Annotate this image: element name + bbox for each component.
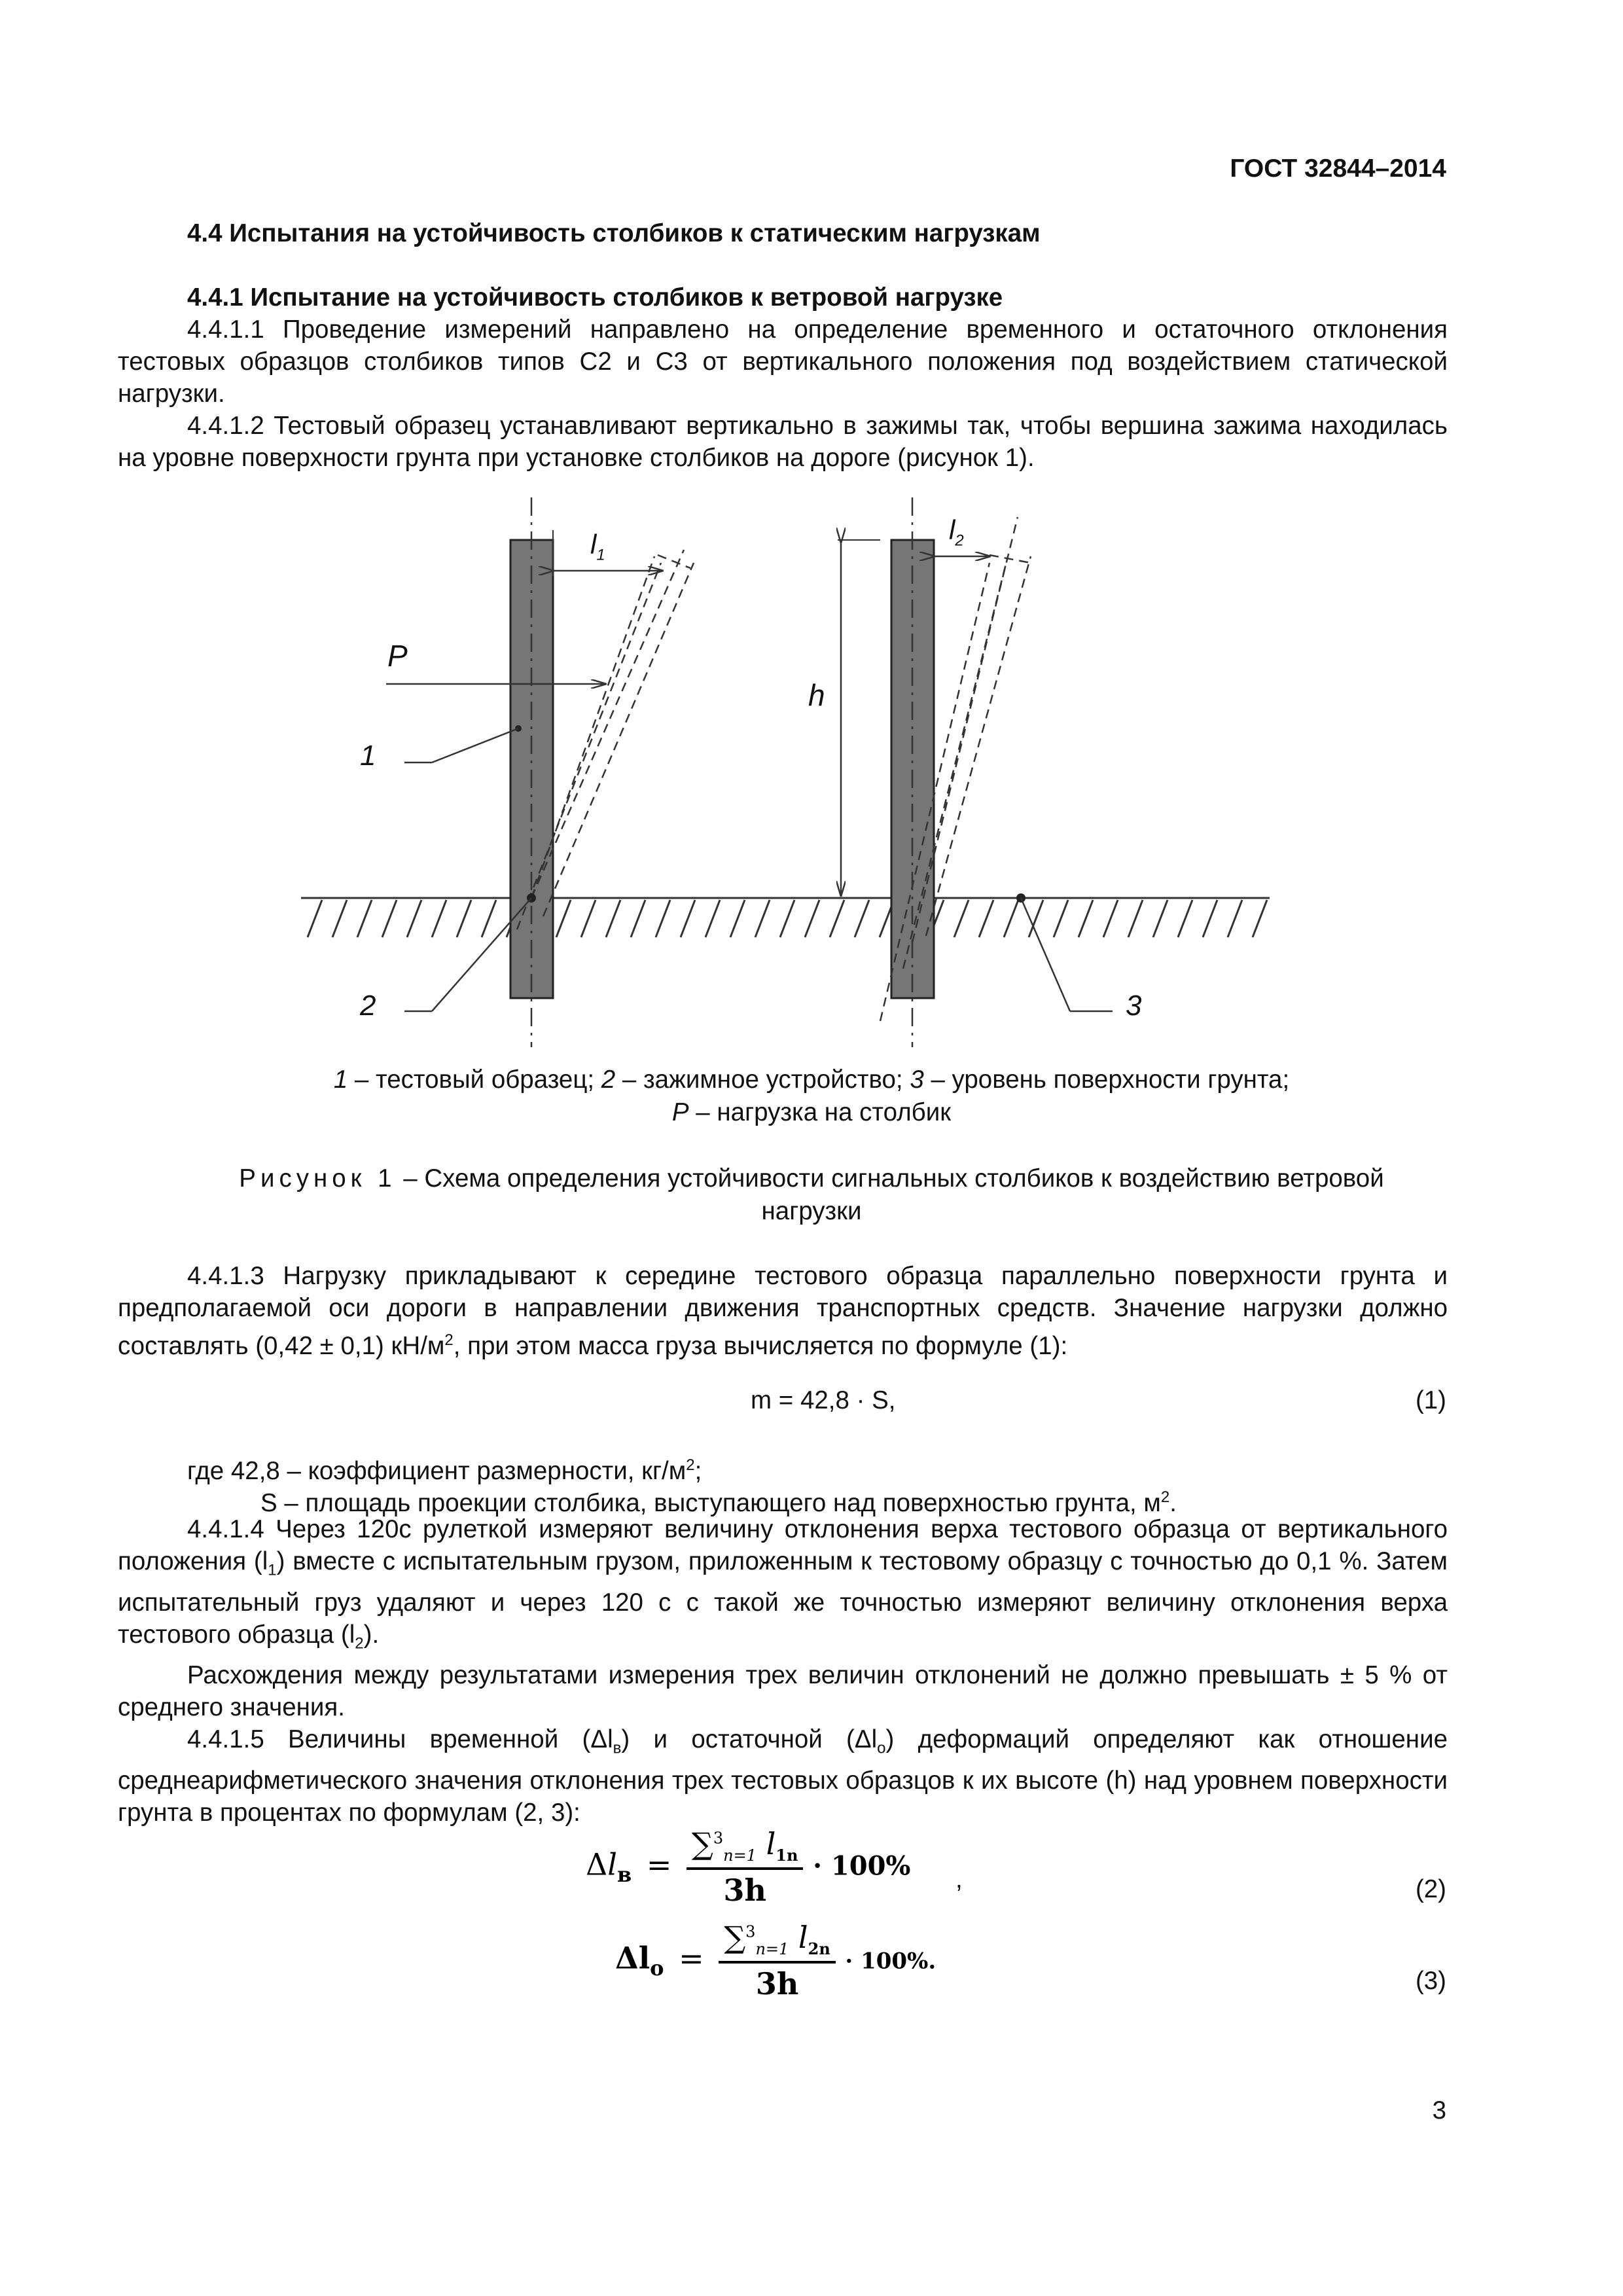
paragraph-4-4-1-4: 4.4.1.4 Через 120с рулеткой измеряют величину отклонения верха тестового образца от вертикального положения $(l_1)$ вместе с испытательным грузом, приложенным к тестовому образцу с точностью до 0,1 %. Затем испытательный груз удаляют и через 120 с с такой же точностью измеряют величину отклонения верха тестового образца $(l_2)$. [118,1515,1448,1653]
hatch-stroke [855,900,869,937]
where-line: где 42,8 – коэффициент размерности, $кг/м^2$; [187,1456,702,1485]
hatch-stroke [606,900,620,937]
figure-caption: Рисунок 1 – Схема определения устойчивости сигнальных столбиков к воздействию ветровой нагрузки [239,1164,1384,1225]
hatch-stroke [1004,900,1018,937]
figure-legend [118,1064,1505,1129]
formula-1-number: (1) [1415,1386,1446,1414]
hatch-stroke [1203,900,1217,937]
hatch-stroke [1128,900,1143,937]
page-number: 3 [1432,2096,1446,2125]
legend-line-2: P – нагрузка на столбик [671,1098,952,1126]
hatch-stroke [457,900,471,937]
formula-2-number: (2) [1415,1875,1446,1903]
hatch-stroke [308,900,322,937]
hatch-stroke [979,900,993,937]
label-l1: $l_1$ [590,529,605,564]
hatch-stroke [407,900,421,937]
hatch-stroke [705,900,720,937]
legend-line-1: 1 – тестовый образец; 2 – зажимное устройство; 3 – уровень поверхности грунта; [333,1066,1290,1094]
hatch-stroke [780,900,794,937]
hatch-stroke [382,900,397,937]
paragraph-4-4-1-5: 4.4.1.5 Величины временной $(\Delta l_в)$ и остаточной $(\Delta l_о)$ деформаций определяют как отношение среднеарифметического значения отклонения трех тестовых образцов к их высоте (h) над уровнем поверхности грунта в процентах по формулам (2, 3): [118,1725,1448,1827]
paragraph-discrepancy: Расхождения между результатами измерения трех величин отклонений не должно превышать ± 5 % от среднего значения. [118,1661,1448,1722]
label-h: h [808,678,825,712]
label-l2: $l_2$ [949,514,964,550]
hatch-stroke [357,900,372,937]
formula-1: m = 42,8 · S, [751,1386,896,1414]
hatch-stroke [1103,900,1118,937]
where-s-line: S – площадь проекции столбика, выступающего над поверхностью грунта, $м^2$. [260,1488,1177,1517]
formula-2-comma: , [955,1865,963,1893]
hatch-stroke [581,900,596,937]
hatch-stroke [556,900,571,937]
hatch-stroke [805,900,819,937]
formula-2: $\Delta l_в$ = $\frac{\sum^3_{n=1} l_{1n}}{3h}$ · 100% [586,1826,911,1909]
caption-label: Рисунок 1 [239,1164,397,1193]
hatch-stroke [1153,900,1168,937]
paragraph-4-4-1-3: 4.4.1.3 Нагрузку прикладывают к середине тестового образца параллельно поверхности грунта и предполагаемой оси дороги в направлении движения транспортных средств. Значение нагрузки должно составлять (0,42 ± 0,1) $кН/м^2$, при этом масса груза вычисляется по формуле (1): [118,1262,1448,1360]
paragraph-4-4-1-1: 4.4.1.1 Проведение измерений направлено на определение временного и остаточного отклонения тестовых образцов столбиков типов С2 и С3 от вертикального положения под воздействием статической нагрузки. [118,315,1448,408]
section-title: 4.4 Испытания на устойчивость столбиков к статическим нагрузкам [187,219,1041,247]
hatch-stroke [830,900,844,937]
callout-3: 3 [1126,990,1142,1022]
callout-1: 1 [360,740,376,772]
hatch-stroke [755,900,770,937]
hatch-stroke [656,900,670,937]
hatch-stroke [1054,900,1068,937]
hatch-stroke [332,900,347,937]
ground-hatching [301,898,1270,937]
hatch-stroke [1253,900,1267,937]
callout-2: 2 [360,990,376,1022]
hatch-stroke [730,900,745,937]
document-header: ГОСТ 32844–2014 [1230,154,1446,183]
figure-diagram [0,0,1623,1073]
hatch-stroke [1228,900,1242,937]
formula-3-number: (3) [1415,1967,1446,1995]
hatch-stroke [681,900,695,937]
hatch-stroke [1079,900,1093,937]
formula-3: $\Delta l_о$ = $\frac{\sum^3_{n=1} l_{2n}}{3h}$ · 100%. [615,1920,936,2002]
hatch-stroke [432,900,446,937]
hatch-stroke [954,900,969,937]
hatch-stroke [1178,900,1192,937]
hatch-stroke [482,900,496,937]
paragraph-4-4-1-2: 4.4.1.2 Тестовый образец устанавливают вертикально в зажимы так, чтобы вершина зажима находилась на уровне поверхности грунта при установке столбиков на дороге (рисунок 1). [118,412,1448,472]
subsection-title: 4.4.1 Испытание на устойчивость столбиков к ветровой нагрузке [187,283,1003,312]
hatch-stroke [631,900,645,937]
label-p: P [387,639,408,673]
